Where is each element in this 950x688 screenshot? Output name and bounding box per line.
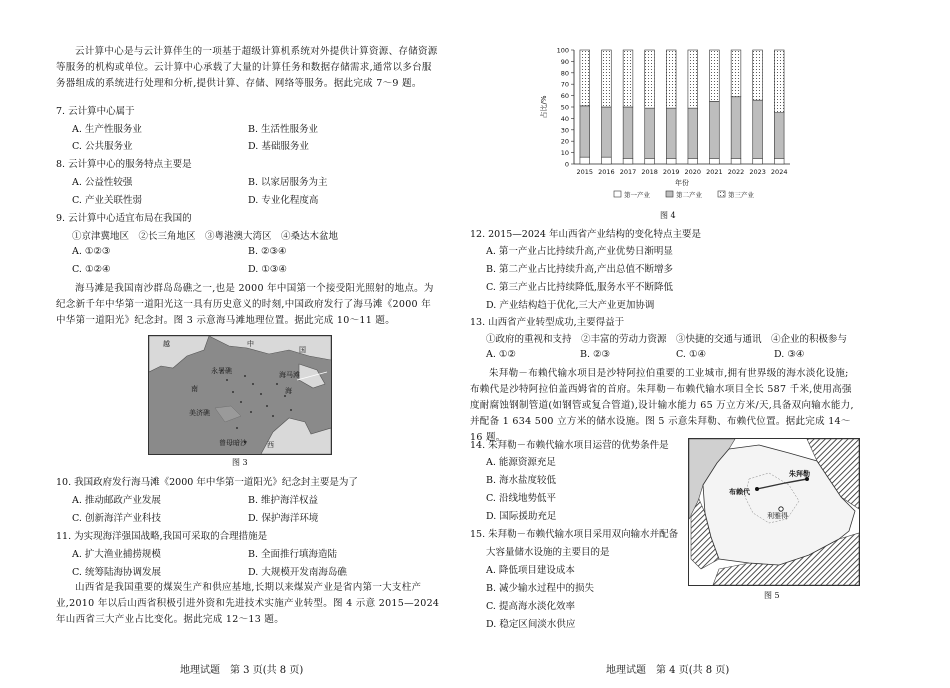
y-axis-label: 占比/%	[540, 95, 548, 119]
bar-2016-series-1	[602, 107, 612, 157]
y-tick-label: 20	[560, 137, 569, 146]
q14-option-d[interactable]: D. 国际援助充足	[486, 511, 557, 522]
passage-cloud-computing: 云计算中心是与云计算伴生的一项基于超级计算机系统对外提供计算资源、存储资源等服务的机构或单位。云计算中心承载了大量的计算任务和数据存储需求,通常以多台服务器组成的系统进行处理和分析,提供计算、存储、网络等服务。据此完成 7～9 题。	[56, 46, 438, 89]
bar-2023-series-2	[753, 50, 763, 100]
question-15-line2: 大容量储水设施的主要目的是	[486, 547, 610, 558]
page-footer-right: 地理试题 第 4 页(共 8 页)	[606, 665, 730, 676]
q13-option-d[interactable]: D. ③④	[774, 349, 805, 360]
legend-label-2: 第三产业	[728, 191, 754, 199]
question-7: 7. 云计算中心属于	[56, 106, 135, 117]
y-tick-label: 60	[560, 92, 569, 101]
map3-label-zengmu: 曾母暗沙	[219, 439, 247, 447]
q13-option-a[interactable]: A. ①②	[486, 349, 516, 360]
legend-swatch-1	[666, 191, 673, 197]
bar-2015-series-0	[580, 157, 590, 164]
q7-option-d[interactable]: D. 基础服务业	[248, 141, 309, 152]
bar-2015-series-1	[580, 106, 590, 157]
legend-swatch-0	[614, 191, 621, 197]
map3-label-haimatan: 海马滩	[279, 371, 300, 379]
x-tick-label: 2020	[684, 168, 702, 176]
question-14: 14. 朱拜勒－布赖代输水项目运营的优势条件是	[470, 440, 669, 451]
bar-2017-series-2	[623, 50, 633, 107]
q14-option-b[interactable]: B. 海水盐度较低	[486, 475, 557, 486]
bar-2015-series-2	[580, 50, 590, 106]
x-tick-label: 2022	[727, 168, 745, 176]
q8-option-d[interactable]: D. 专业化程度高	[248, 195, 319, 206]
q14-option-c[interactable]: C. 沿线地势低平	[486, 493, 556, 504]
bar-2016-series-2	[602, 50, 612, 107]
chart-figure-4	[536, 44, 804, 214]
q10-option-a[interactable]: A. 推动邮政产业发展	[72, 495, 161, 506]
map3-label-yongshu: 永暑礁	[211, 367, 232, 375]
map5-label-riyadh: 利雅得	[767, 512, 788, 520]
map-figure-5	[688, 438, 860, 586]
question-10: 10. 我国政府发行海马滩《2000 年中华第一道阳光》纪念封主要是为了	[56, 477, 358, 488]
q15-option-c[interactable]: C. 提高海水淡化效率	[486, 601, 575, 612]
q9-items: ①京津冀地区 ②长三角地区 ③粤港澳大湾区 ④桑达木盆地	[72, 231, 339, 242]
x-tick-label: 2016	[598, 168, 615, 176]
bar-2022-series-2	[731, 50, 741, 97]
bar-2018-series-0	[645, 158, 655, 164]
buraidah-dot	[755, 487, 759, 491]
y-tick-label: 50	[560, 103, 569, 112]
x-tick-label: 2024	[770, 168, 788, 176]
x-tick-label: 2015	[576, 168, 594, 176]
q13-items: ①政府的重视和支持 ②丰富的劳动力资源 ③快捷的交通与通讯 ④企业的积极参与	[486, 334, 848, 345]
bar-2020-series-1	[688, 108, 698, 158]
x-tick-label: 2018	[641, 168, 658, 176]
legend-label-1: 第二产业	[676, 191, 702, 199]
map5-caption: 图 5	[764, 591, 780, 600]
q8-option-c[interactable]: C. 产业关联性弱	[72, 195, 142, 206]
map3-label-guo: 国	[299, 346, 306, 354]
y-tick-label: 40	[560, 114, 569, 123]
bar-2024-series-0	[774, 158, 784, 164]
q13-option-b[interactable]: B. ②③	[580, 349, 611, 360]
q7-option-b[interactable]: B. 生活性服务业	[248, 124, 319, 135]
q8-option-b[interactable]: B. 以家居服务为主	[248, 177, 328, 188]
q12-option-c[interactable]: C. 第三产业占比持续降低,服务水平不断降低	[486, 282, 673, 293]
bar-2016-series-0	[602, 157, 612, 164]
y-tick-label: 70	[560, 80, 569, 89]
bar-2020-series-2	[688, 50, 698, 108]
x-tick-label: 2023	[749, 168, 766, 176]
bar-2018-series-2	[645, 50, 655, 108]
chart4-caption: 图 4	[660, 211, 676, 220]
question-12: 12. 2015—2024 年山西省产业结构的变化特点主要是	[470, 229, 702, 240]
legend-swatch-2	[718, 191, 725, 197]
bar-2017-series-0	[623, 158, 633, 164]
passage-haimatan: 海马滩是我国南沙群岛岛礁之一,也是 2000 年中国第一个接受阳光照射的地点。为纪念新千年中华第一道阳光这一具有历史意义的时刻,中国政府发行了海马滩《2000 年中华第一道阳光》纪念封。图 3 示意海马滩地理位置。据此完成 10～11 题。	[56, 283, 434, 326]
q7-option-a[interactable]: A. 生产性服务业	[72, 124, 142, 135]
map3-label-hai: 海	[285, 387, 292, 395]
bar-2019-series-1	[666, 108, 676, 158]
y-tick-label: 80	[560, 69, 569, 78]
q9-option-c[interactable]: C. ①②④	[72, 264, 111, 275]
q11-option-b[interactable]: B. 全面推行填海造陆	[248, 549, 338, 560]
bar-2018-series-1	[645, 108, 655, 158]
question-8: 8. 云计算中心的服务特点主要是	[56, 159, 192, 170]
y-tick-label: 10	[560, 149, 569, 158]
bar-2021-series-1	[710, 101, 720, 158]
question-13: 13. 山西省产业转型成功,主要得益于	[470, 317, 625, 328]
x-tick-label: 2019	[662, 168, 680, 176]
q12-option-d[interactable]: D. 产业结构趋于优化,三大产业更加协调	[486, 300, 655, 311]
map3-label-yue: 越	[163, 340, 170, 348]
map3-label-xi: 西	[267, 441, 274, 449]
map5-label-buraidah: 布赖代	[729, 487, 750, 496]
q7-option-c[interactable]: C. 公共服务业	[72, 141, 133, 152]
map5-label-jubail: 朱拜勒	[789, 469, 810, 478]
q10-option-d[interactable]: D. 保护海洋环境	[248, 513, 319, 524]
bar-2017-series-1	[623, 107, 633, 158]
q11-option-a[interactable]: A. 扩大渔业捕捞规模	[72, 549, 161, 560]
bar-2019-series-0	[666, 158, 676, 164]
q15-option-a[interactable]: A. 降低项目建设成本	[486, 565, 575, 576]
question-15-line1: 15. 朱拜勒－布赖代输水项目采用双向输水并配备	[470, 529, 679, 540]
q10-option-c[interactable]: C. 创新海洋产业科技	[72, 513, 161, 524]
bar-2024-series-1	[774, 113, 784, 159]
question-11: 11. 为实现海洋强国战略,我国可采取的合理措施是	[56, 531, 268, 542]
y-tick-label: 30	[560, 126, 569, 135]
map3-caption: 图 3	[232, 458, 248, 467]
map3-label-nan: 南	[191, 385, 198, 393]
bar-2022-series-1	[731, 97, 741, 159]
q9-option-d[interactable]: D. ①③④	[248, 264, 287, 275]
bar-2023-series-0	[753, 158, 763, 164]
q8-option-a[interactable]: A. 公益性较强	[72, 177, 133, 188]
legend-label-0: 第一产业	[624, 191, 650, 199]
passage-shanxi: 山西省是我国重要的煤炭生产和供应基地,长期以来煤炭产业是省内第一大支柱产业,2010 年以后山西省积极引进外资和先进技术实施产业转型。图 4 示意 2015—2024 年山西省三大产业占比变化。据此完成 12～13 题。	[56, 582, 440, 625]
map3-label-meiji: 美济礁	[189, 409, 210, 417]
y-tick-label: 0	[564, 160, 569, 169]
map3-label-zhong: 中	[247, 340, 254, 348]
bar-2024-series-2	[774, 50, 784, 113]
q11-option-d[interactable]: D. 大规模开发南海岛礁	[248, 567, 347, 578]
bar-2021-series-0	[710, 158, 720, 164]
q12-option-a[interactable]: A. 第一产业占比持续升高,产业优势日渐明显	[486, 246, 673, 257]
bar-2019-series-2	[666, 50, 676, 108]
y-tick-label: 100	[556, 46, 569, 55]
q15-option-b[interactable]: B. 减少输水过程中的损失	[486, 583, 595, 594]
y-tick-label: 90	[560, 57, 569, 66]
question-9: 9. 云计算中心适宜布局在我国的	[56, 213, 192, 224]
bar-2021-series-2	[710, 50, 720, 101]
bar-2022-series-0	[731, 158, 741, 164]
q10-option-b[interactable]: B. 维护海洋权益	[248, 495, 319, 506]
q14-option-a[interactable]: A. 能源资源充足	[486, 457, 556, 468]
q9-option-a[interactable]: A. ①②③	[72, 246, 111, 257]
passage-jubail-buraidah: 朱拜勒－布赖代输水项目是沙特阿拉伯重要的工业城市,拥有世界级的海水淡化设施;布赖代是沙特阿拉伯盖西姆省的首府。朱拜勒－布赖代输水项目全长 587 千米,使用高强度耐腐蚀钢制管道(如钢管或复合管道),设计输水能力 65 万立方米/天,具备双向输水能力,并配备 1 634 500 立方米的储水设施。图 5 示意朱拜勒、布赖代位置。据此完成 14～16 题。	[470, 368, 854, 443]
q15-option-d[interactable]: D. 稳定区间淡水供应	[486, 619, 576, 630]
x-axis-label: 年份	[675, 179, 689, 187]
q13-option-c[interactable]: C. ①④	[676, 349, 707, 360]
map-figure-3	[148, 335, 332, 455]
q9-option-b[interactable]: B. ②③④	[248, 246, 287, 257]
bar-2020-series-0	[688, 158, 698, 164]
x-tick-label: 2021	[706, 168, 723, 176]
q12-option-b[interactable]: B. 第二产业占比持续升高,产出总值不断增多	[486, 264, 674, 275]
page-footer-left: 地理试题 第 3 页(共 8 页)	[180, 665, 304, 676]
bar-2023-series-1	[753, 100, 763, 158]
q11-option-c[interactable]: C. 统筹陆海协调发展	[72, 567, 161, 578]
x-tick-label: 2017	[619, 168, 637, 176]
